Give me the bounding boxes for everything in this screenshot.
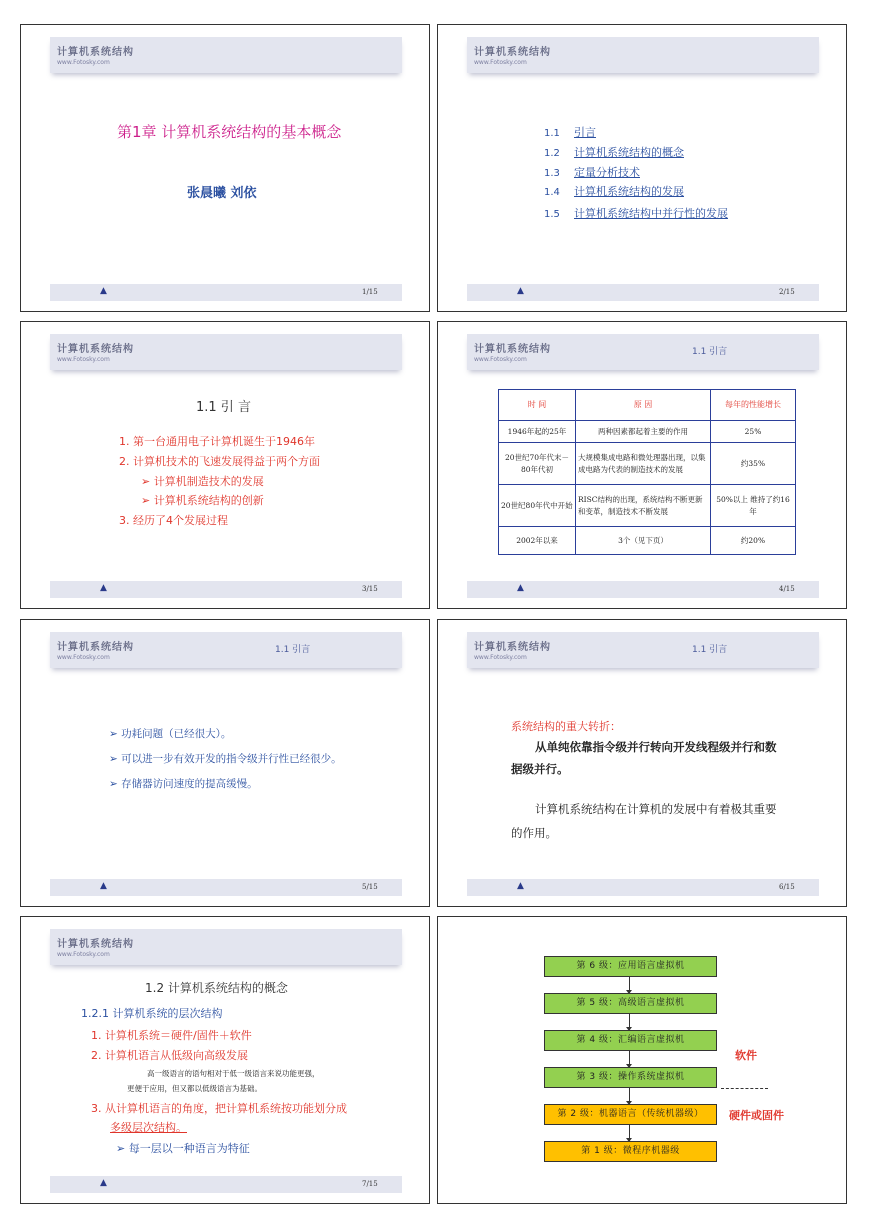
- nav-up-icon[interactable]: ▲: [100, 1178, 107, 1188]
- slide-header: [467, 632, 819, 668]
- table-cell: 20世纪80年代中开始: [499, 485, 576, 527]
- brand-url: www.Fotosky.com: [474, 356, 527, 363]
- nav-up-icon[interactable]: ▲: [100, 583, 107, 593]
- toc-num: 1.1: [544, 128, 560, 139]
- slide-4: [437, 321, 847, 609]
- level-6-box: 第 6 级：应用语言虚拟机: [544, 956, 717, 977]
- slide-footer: [50, 1176, 402, 1193]
- performance-table: [498, 389, 796, 555]
- page-number: 4/15: [779, 585, 795, 593]
- nav-up-icon[interactable]: ▲: [100, 881, 107, 891]
- section-heading: 1.2 计算机系统结构的概念: [145, 981, 288, 995]
- toc-item[interactable]: [544, 124, 596, 140]
- brand-url: www.Fotosky.com: [57, 951, 110, 958]
- section-label: 1.1 引言: [275, 645, 311, 655]
- list-item: 1. 第一台通用电子计算机诞生于1946年: [119, 435, 315, 448]
- level-4-box: 第 4 级：汇编语言虚拟机: [544, 1030, 717, 1051]
- paragraph-line: 据级并行。: [511, 762, 569, 776]
- brand-title: 计算机系统结构: [474, 47, 551, 58]
- turn-label: 系统结构的重大转折：: [511, 720, 621, 733]
- slide-header: [50, 929, 402, 965]
- list-item: 多级层次结构。: [110, 1121, 187, 1134]
- table-row: [499, 443, 796, 485]
- bullet-item: ➢ 可以进一步有效开发的指令级并行性已经很少。: [109, 753, 342, 765]
- page-number: 5/15: [362, 883, 378, 891]
- paragraph-line: 计算机系统结构在计算机的发展中有着极其重要: [535, 802, 777, 816]
- brand-title: 计算机系统结构: [57, 344, 134, 355]
- nav-up-icon[interactable]: ▲: [517, 881, 524, 891]
- slide-header: [467, 37, 819, 73]
- toc-link[interactable]: 引言: [574, 126, 596, 139]
- level-1-box: 第 1 级：微程序机器级: [544, 1141, 717, 1162]
- toc-num: 1.3: [544, 168, 560, 179]
- list-item: 1. 计算机系统＝硬件/固件＋软件: [91, 1029, 252, 1042]
- slide-7: [20, 916, 430, 1204]
- page-number: 6/15: [779, 883, 795, 891]
- table-cell: 约20%: [711, 527, 796, 555]
- slide-3: [20, 321, 430, 609]
- brand-title: 计算机系统结构: [57, 642, 134, 653]
- table-row: [499, 527, 796, 555]
- bullet-item: ➢ 功耗问题（已经很大）。: [109, 728, 232, 740]
- toc-num: 1.5: [544, 209, 560, 220]
- table-cell: 大规模集成电路和微处理器出现，以集成电路为代表的制造技术的发展: [576, 443, 711, 485]
- brand-url: www.Fotosky.com: [474, 654, 527, 661]
- slide-footer: [467, 284, 819, 301]
- table-cell: 1946年起的25年: [499, 421, 576, 443]
- table-cell: RISC结构的出现，系统结构不断更新和变革，制造技术不断发展: [576, 485, 711, 527]
- table-row: [499, 485, 796, 527]
- sub-list-item: ➢ 每一层以一种语言为特征: [116, 1142, 250, 1155]
- slide-5: [20, 619, 430, 907]
- brand-title: 计算机系统结构: [474, 642, 551, 653]
- brand-title: 计算机系统结构: [57, 47, 134, 58]
- section-label: 1.1 引言: [692, 347, 728, 357]
- slide-footer: [50, 879, 402, 896]
- slide-footer: [50, 581, 402, 598]
- note-line: 更便于应用，但又都以低级语言为基础。: [127, 1084, 262, 1093]
- paragraph-line: 从单纯依靠指令级并行转向开发线程级并行和数: [535, 740, 777, 754]
- nav-up-icon[interactable]: ▲: [517, 286, 524, 296]
- software-hardware-divider: [721, 1088, 768, 1089]
- page-number: 2/15: [779, 288, 795, 296]
- nav-up-icon[interactable]: ▲: [100, 286, 107, 296]
- subsection-heading: 1.2.1 计算机系统的层次结构: [81, 1007, 223, 1020]
- table-cell: 两种因素都起着主要的作用: [576, 421, 711, 443]
- brand-url: www.Fotosky.com: [57, 356, 110, 363]
- bullet-item: ➢ 存储器访问速度的提高缓慢。: [109, 778, 258, 790]
- software-label: 软件: [735, 1049, 757, 1062]
- toc-item[interactable]: [544, 183, 684, 199]
- column-header: 时 间: [499, 390, 576, 421]
- toc-link[interactable]: 计算机系统结构中并行性的发展: [574, 207, 728, 220]
- toc-num: 1.4: [544, 187, 560, 198]
- table-cell: 25%: [711, 421, 796, 443]
- page-number: 3/15: [362, 585, 378, 593]
- toc-num: 1.2: [544, 148, 560, 159]
- slide-8: [437, 916, 847, 1204]
- nav-up-icon[interactable]: ▲: [517, 583, 524, 593]
- brand-title: 计算机系统结构: [57, 939, 134, 950]
- column-header: 每年的性能增长: [711, 390, 796, 421]
- toc-link[interactable]: 定量分析技术: [574, 166, 640, 179]
- level-3-box: 第 3 级：操作系统虚拟机: [544, 1067, 717, 1088]
- column-header: 原 因: [576, 390, 711, 421]
- brand-url: www.Fotosky.com: [57, 59, 110, 66]
- toc-link[interactable]: 计算机系统结构的发展: [574, 185, 684, 198]
- slide-header: [50, 632, 402, 668]
- slide-header: [50, 334, 402, 370]
- brand-url: www.Fotosky.com: [57, 654, 110, 661]
- slide-2: [437, 24, 847, 312]
- slide-header: [467, 334, 819, 370]
- brand-url: www.Fotosky.com: [474, 59, 527, 66]
- table-cell: 50%以上 维持了约16年: [711, 485, 796, 527]
- page-number: 1/15: [362, 288, 378, 296]
- list-item: 2. 计算机语言从低级向高级发展: [91, 1049, 248, 1062]
- authors: 张晨曦 刘依: [187, 186, 257, 201]
- level-5-box: 第 5 级：高级语言虚拟机: [544, 993, 717, 1014]
- slide-footer: [50, 284, 402, 301]
- section-label: 1.1 引言: [692, 645, 728, 655]
- list-item: 3. 经历了4个发展过程: [119, 514, 228, 527]
- hardware-label: 硬件或固件: [729, 1109, 784, 1122]
- list-item: 2. 计算机技术的飞速发展得益于两个方面: [119, 455, 320, 468]
- table-cell: 2002年以来: [499, 527, 576, 555]
- slide-footer: [467, 879, 819, 896]
- level-2-box: 第 2 级：机器语言（传统机器级）: [544, 1104, 717, 1125]
- slide-header: [50, 37, 402, 73]
- table-cell: 20世纪70年代末－80年代初: [499, 443, 576, 485]
- table-row: [499, 421, 796, 443]
- sub-list-item: ➢ 计算机制造技术的发展: [141, 475, 264, 488]
- list-item: 3. 从计算机语言的角度，把计算机系统按功能划分成: [91, 1102, 347, 1115]
- toc-item[interactable]: [544, 205, 728, 221]
- toc-item[interactable]: [544, 164, 640, 180]
- slide-footer: [467, 581, 819, 598]
- chapter-title: 第1章 计算机系统结构的基本概念: [117, 123, 342, 141]
- table-cell: 约35%: [711, 443, 796, 485]
- table-cell: 3个（见下页）: [576, 527, 711, 555]
- section-heading: 1.1 引 言: [196, 400, 251, 415]
- brand-title: 计算机系统结构: [474, 344, 551, 355]
- slide-6: [437, 619, 847, 907]
- paragraph-line: 的作用。: [511, 826, 557, 840]
- note-line: 高一级语言的语句相对于低一级语言来说功能更强，: [147, 1069, 320, 1078]
- slide-1: [20, 24, 430, 312]
- toc-link[interactable]: 计算机系统结构的概念: [574, 146, 684, 159]
- toc-item[interactable]: [544, 144, 684, 160]
- table-header-row: [499, 390, 796, 421]
- sub-list-item: ➢ 计算机系统结构的创新: [141, 494, 264, 507]
- page-number: 7/15: [362, 1180, 378, 1188]
